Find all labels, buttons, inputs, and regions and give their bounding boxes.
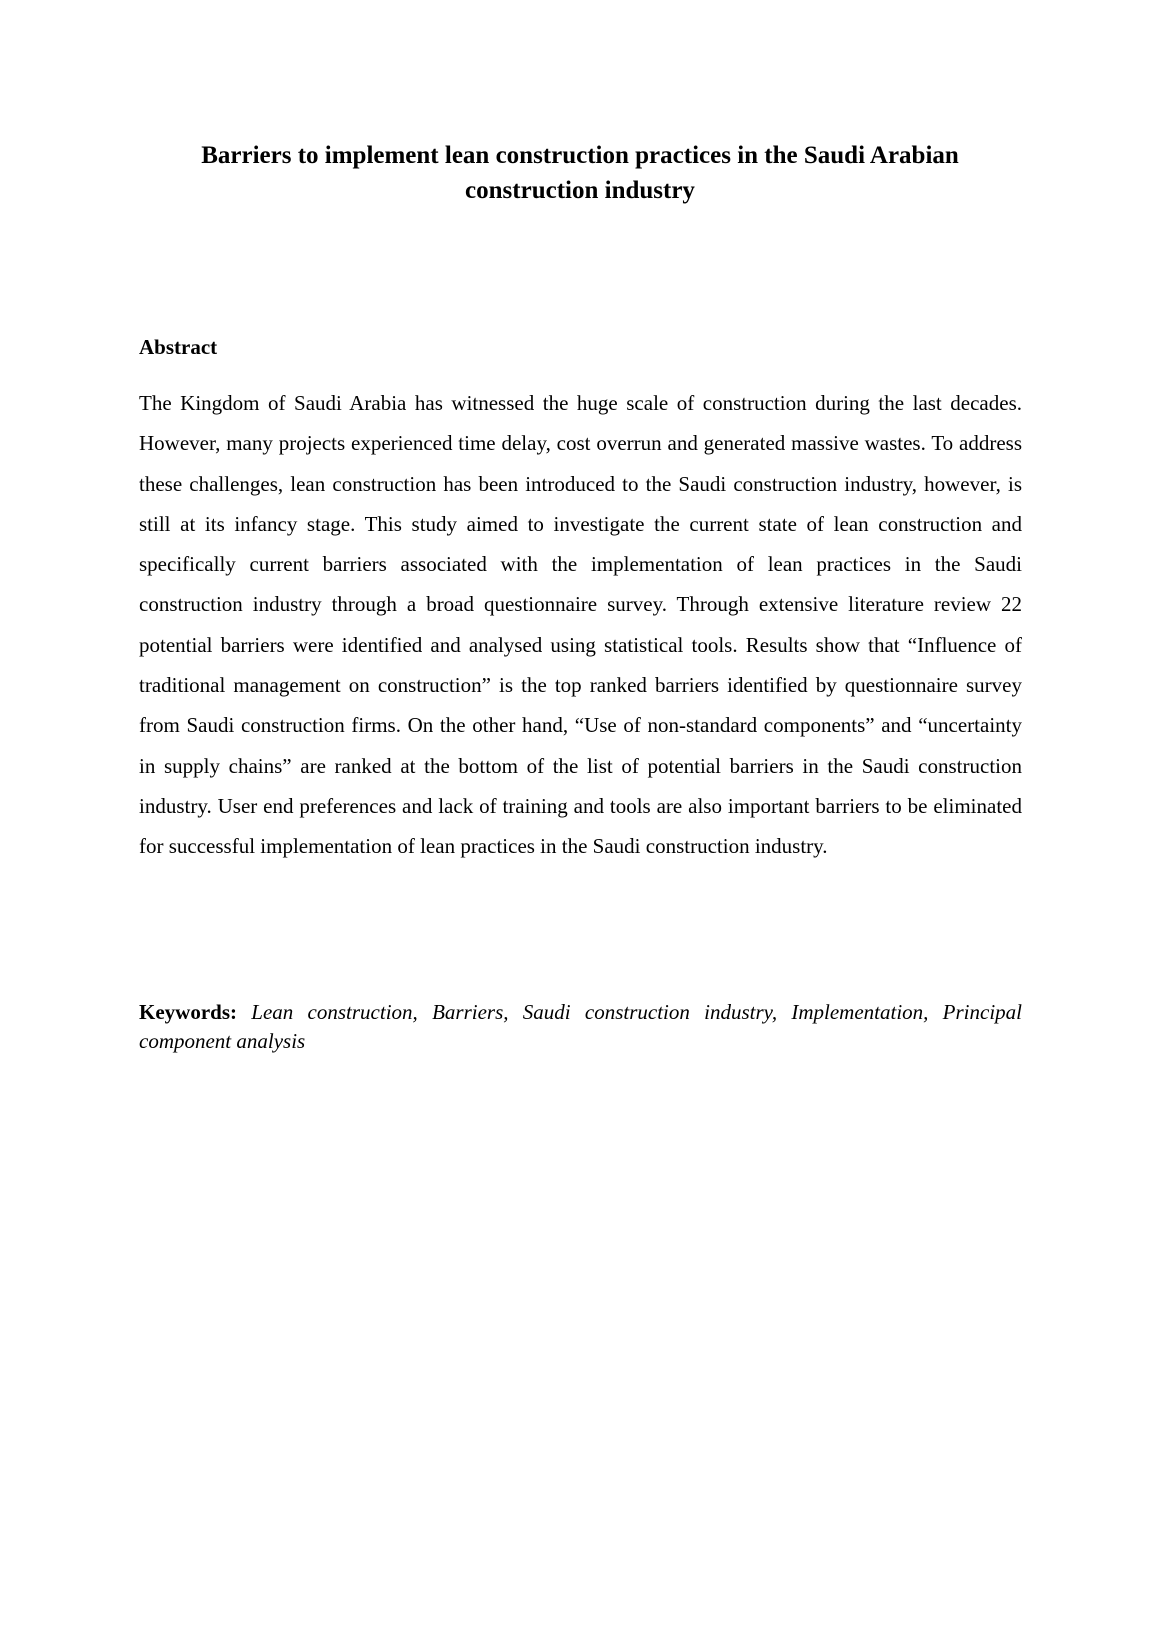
keywords-list: Lean construction, Barriers, Saudi construction industry, Implementation, Principal component analysis — [139, 1000, 1022, 1053]
keywords-label: Keywords: — [139, 1000, 237, 1024]
abstract-body: The Kingdom of Saudi Arabia has witnessed the huge scale of construction during the last decades. However, many projects experienced time delay, cost overrun and generated massive wastes. To address these challenges, lean construction has been introduced to the Saudi construction industry, however, is still at its infancy stage. This study aimed to investigate the current state of lean construction and specifically current barriers associated with the implementation of lean practices in the Saudi construction industry through a broad questionnaire survey. Through extensive literature review 22 potential barriers were identified and analysed using statistical tools. Results show that “Influence of traditional management on construction” is the top ranked barriers identified by questionnaire survey from Saudi construction firms. On the other hand, “Use of non-standard components” and “uncertainty in supply chains” are ranked at the bottom of the list of potential barriers in the Saudi construction industry. User end preferences and lack of training and tools are also important barriers to be eliminated for successful implementation of lean practices in the Saudi construction industry. — [139, 391, 1022, 859]
paper-title: Barriers to implement lean construction practices in the Saudi Arabian construction industry — [201, 142, 959, 204]
abstract-heading: Abstract — [139, 335, 218, 359]
keywords-section — [139, 998, 1022, 1056]
